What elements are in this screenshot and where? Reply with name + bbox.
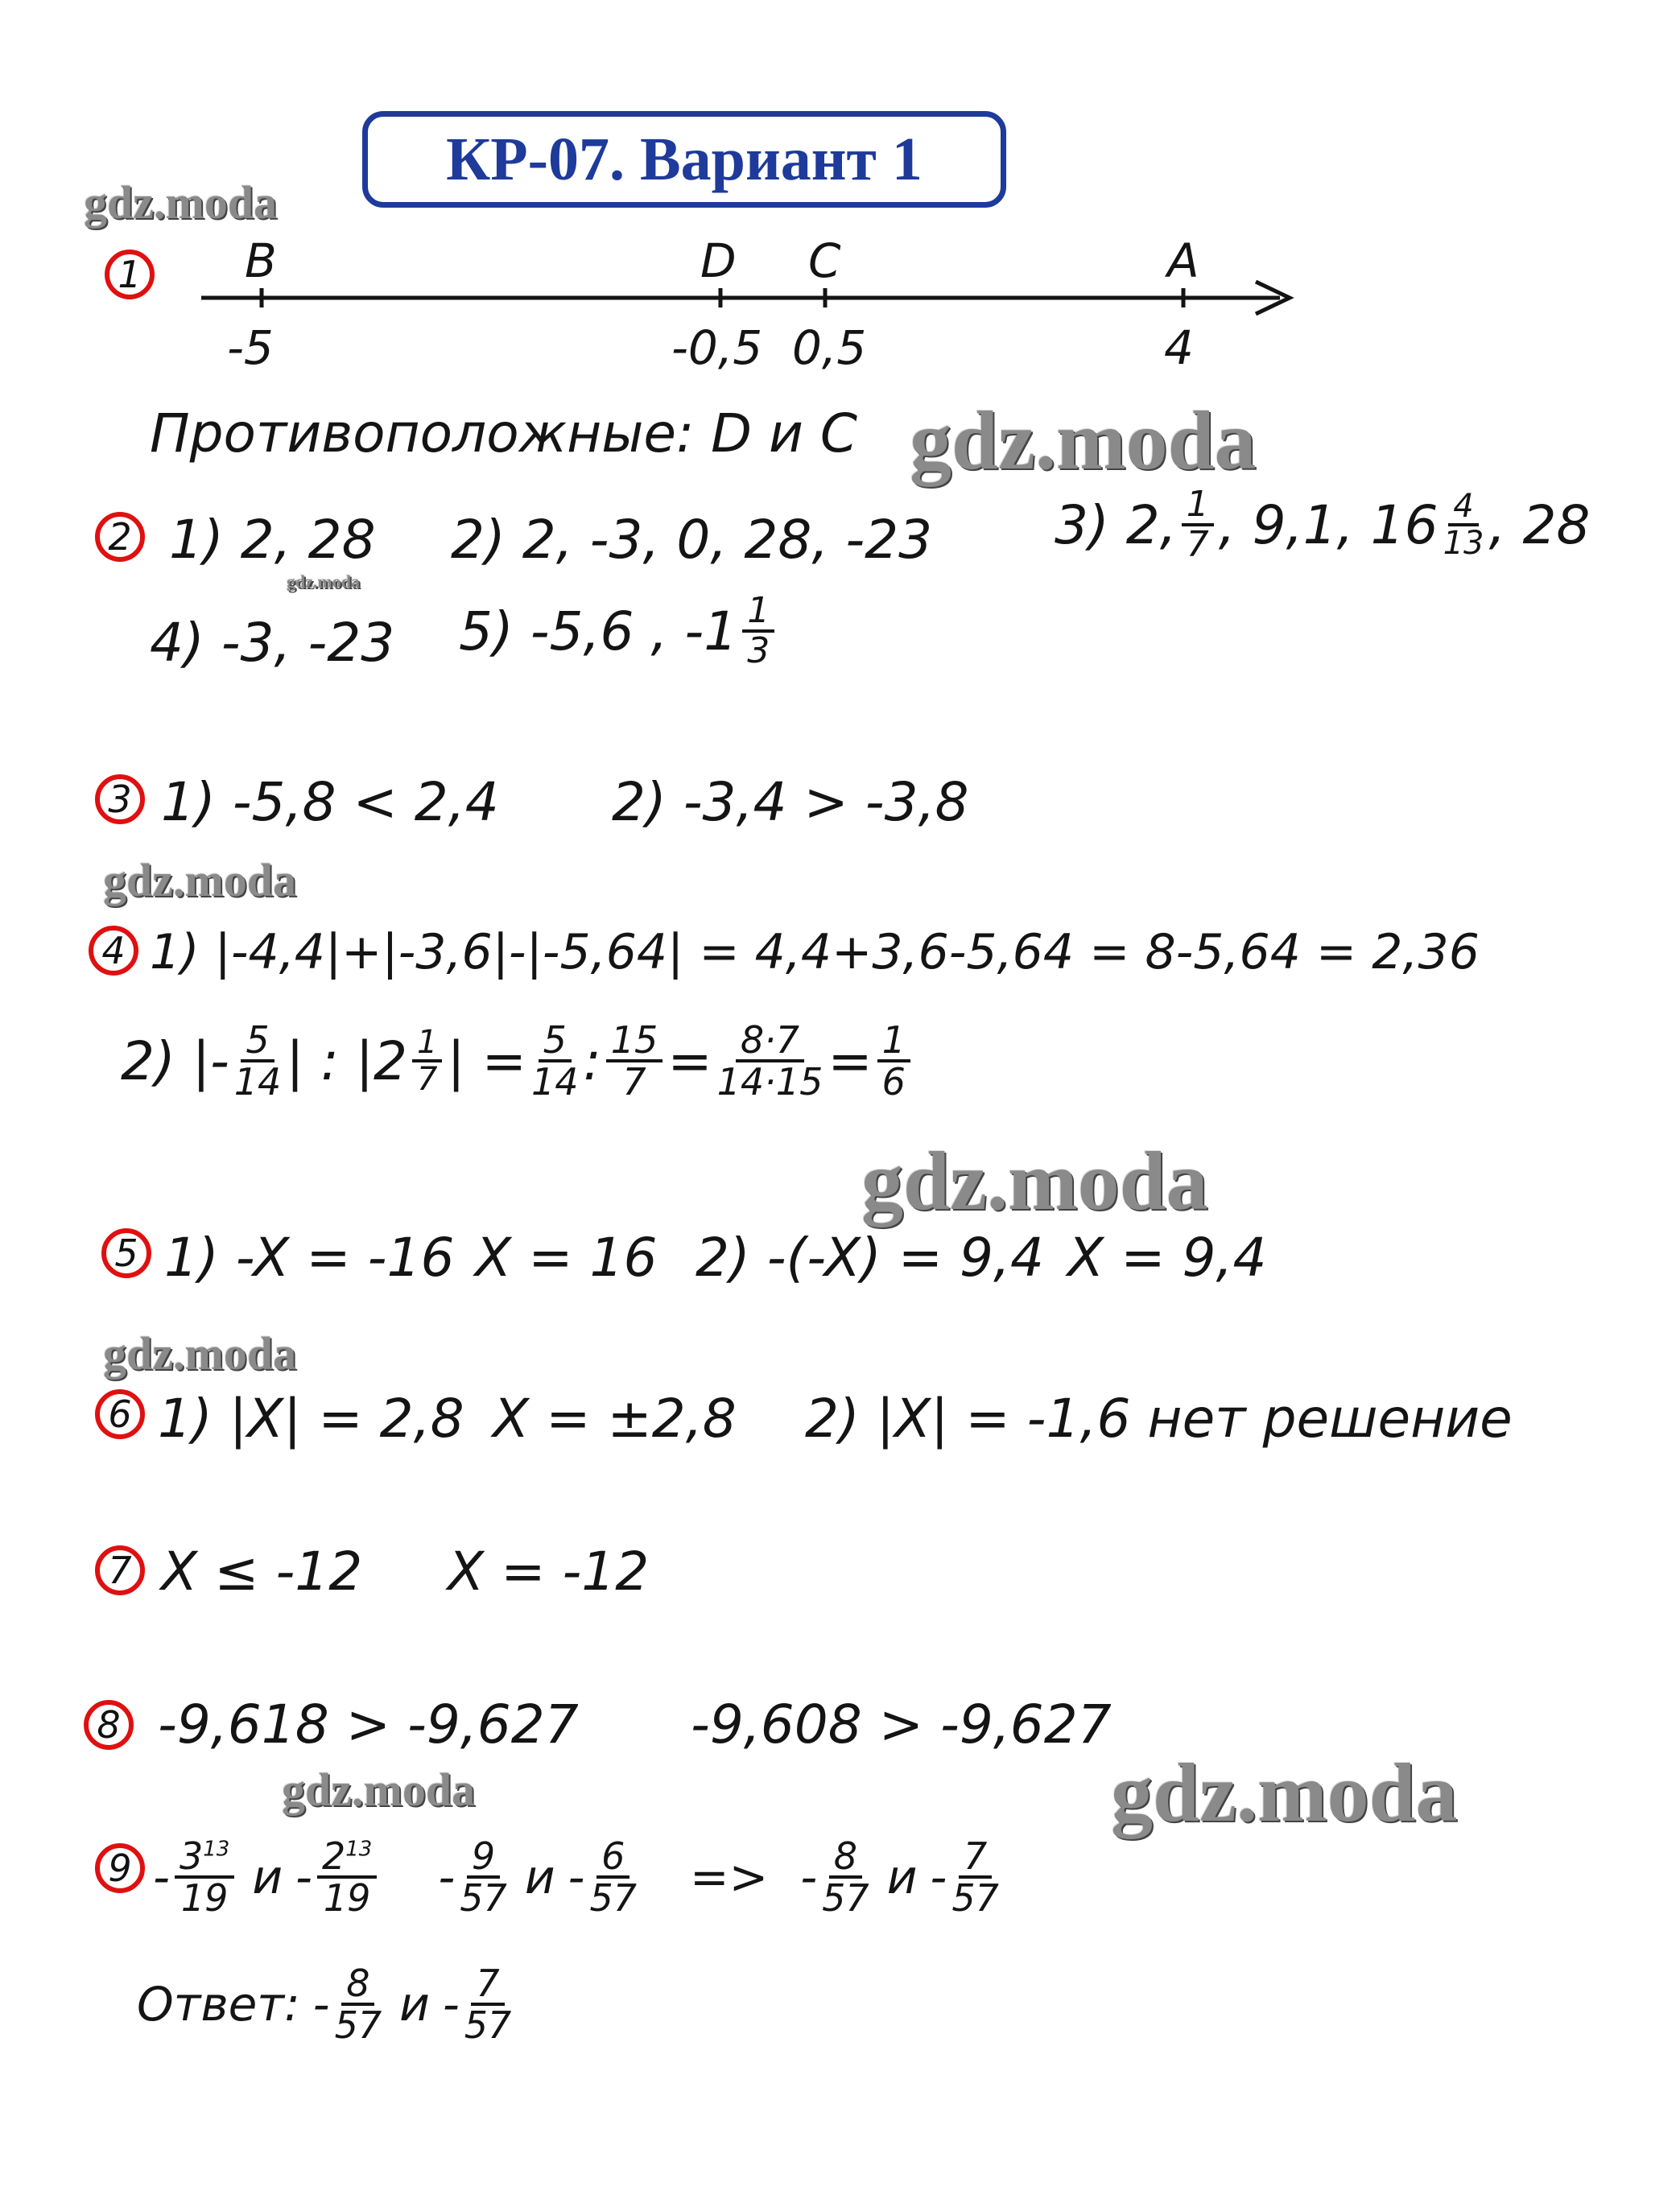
text: и — [886, 1850, 918, 1905]
point-value: -5 — [227, 320, 274, 375]
task-number-9: 9 — [95, 1843, 145, 1893]
denominator: 57 — [460, 1876, 507, 1921]
denominator: 57 — [951, 1876, 999, 1921]
text: - — [295, 1850, 312, 1905]
text: - — [442, 1977, 460, 2032]
watermark: gdz.moda — [103, 1327, 297, 1380]
denominator: 57 — [464, 2003, 512, 2048]
denominator: 6 — [881, 1060, 906, 1104]
fraction — [460, 1834, 507, 1921]
denominator: 7 — [1186, 524, 1209, 566]
arrow: => — [690, 1850, 769, 1905]
task6-part1-result: X = ±2,8 — [493, 1388, 737, 1450]
numerator: 5 — [241, 1021, 274, 1062]
numerator: 6 — [596, 1837, 629, 1879]
numerator: 9 — [467, 1837, 500, 1879]
watermark: gdz.moda — [282, 1764, 476, 1816]
text: , 9,1, 16 — [1218, 493, 1439, 556]
numerator: 8 — [341, 1964, 374, 2006]
watermark: gdz.moda — [84, 176, 278, 229]
task8-part2: -9,608 > -9,627 — [691, 1694, 1112, 1755]
fraction — [233, 1018, 282, 1104]
fraction — [464, 1962, 512, 2048]
task-number-3: 3 — [95, 774, 145, 824]
numerator — [175, 1834, 234, 1879]
text: 2) |- — [121, 1029, 229, 1092]
text: - — [312, 1977, 330, 2032]
answer-label: Ответ: — [137, 1977, 300, 2032]
denominator: 57 — [822, 1876, 869, 1921]
page-title: КР-07. Вариант 1 — [362, 111, 1006, 208]
text: и — [399, 1977, 430, 2032]
task-number-5: 5 — [101, 1228, 151, 1278]
fraction — [317, 1834, 377, 1921]
task3-part1: 1) -5,8 < 2,4 — [161, 771, 499, 833]
text: 3) 2, — [1055, 493, 1177, 556]
denominator: 13 — [1443, 525, 1484, 563]
fraction — [412, 1024, 442, 1099]
watermark: gdz.moda — [1111, 1747, 1458, 1839]
task2-part3 — [1055, 484, 1591, 566]
numerator: 15 — [606, 1021, 663, 1062]
numerator: 4 — [1448, 489, 1478, 526]
task7-part1: X ≤ -12 — [161, 1541, 363, 1603]
text: = — [667, 1029, 712, 1092]
numerator: 5 — [539, 1021, 572, 1062]
task5-part1: 1) -X = -16 — [164, 1227, 455, 1289]
watermark: gdz.moda — [861, 1135, 1208, 1227]
task-number-7: 7 — [95, 1545, 145, 1595]
task3-part2: 2) -3,4 > -3,8 — [612, 771, 969, 833]
fraction — [742, 592, 774, 670]
text: , 28 — [1488, 493, 1591, 556]
number-line — [193, 274, 1304, 322]
task-number-1: 1 — [105, 250, 155, 299]
task2-part1: 1) 2, 28 — [169, 509, 376, 571]
fraction — [606, 1018, 663, 1104]
text: и — [252, 1850, 283, 1905]
point-value: 4 — [1164, 320, 1194, 375]
task5-part2-result: X = 9,4 — [1067, 1227, 1267, 1289]
task5-part2: 2) -(-X) = 9,4 — [696, 1227, 1044, 1289]
text: - — [800, 1850, 818, 1905]
denominator: 19 — [323, 1876, 371, 1921]
point-label: B — [245, 233, 277, 288]
watermark: gdz.moda — [287, 571, 361, 592]
fraction — [175, 1834, 234, 1921]
point-label: D — [700, 233, 737, 288]
task6-part2: 2) |X| = -1,6 нет решение — [805, 1388, 1513, 1450]
watermark: gdz.moda — [103, 854, 297, 906]
numerator: 8 — [829, 1837, 862, 1879]
denominator: 14 — [233, 1060, 282, 1104]
denominator: 7 — [622, 1060, 646, 1104]
numerator: 1 — [742, 592, 774, 633]
task-number-4: 4 — [89, 926, 138, 976]
text: - — [568, 1850, 585, 1905]
numerator: 1 — [1182, 486, 1214, 526]
point-label: C — [808, 233, 841, 288]
task1-answer: Противоположные: D и C — [150, 402, 857, 464]
superscript: 13 — [345, 1837, 373, 1862]
value: 3 — [179, 1834, 204, 1878]
denominator: 14·15 — [716, 1060, 823, 1104]
text: = — [828, 1029, 873, 1092]
value: 2 — [321, 1834, 346, 1878]
fraction — [877, 1018, 910, 1104]
denominator: 57 — [589, 1876, 637, 1921]
point-value: -0,5 — [671, 320, 763, 375]
numerator: 7 — [959, 1837, 992, 1879]
numerator: 8·7 — [736, 1021, 804, 1062]
denominator: 7 — [417, 1061, 438, 1099]
task5-part1-result: X = 16 — [475, 1227, 658, 1289]
point-value: 0,5 — [792, 320, 867, 375]
task-number-8: 8 — [84, 1700, 134, 1750]
text: | : |2 — [286, 1029, 407, 1092]
fraction — [334, 1962, 382, 2048]
task2-part5 — [459, 592, 779, 670]
fraction — [1182, 484, 1214, 566]
superscript: 13 — [203, 1837, 230, 1862]
task9-line1 — [153, 1834, 1004, 1921]
task-number-2: 2 — [95, 512, 145, 562]
task2-part2: 2) 2, -3, 0, 28, -23 — [451, 509, 933, 571]
task7-part2: X = -12 — [448, 1541, 650, 1603]
numerator — [317, 1834, 377, 1879]
text: и — [524, 1850, 555, 1905]
watermark: gdz.moda — [910, 394, 1257, 487]
text: : — [583, 1029, 601, 1092]
denominator: 57 — [334, 2003, 382, 2048]
text: - — [153, 1850, 170, 1905]
text: - — [930, 1850, 947, 1905]
fraction — [589, 1834, 637, 1921]
task4-part2 — [121, 1018, 915, 1104]
numerator: 1 — [877, 1021, 910, 1062]
task4-part1: 1) |-4,4|+|-3,6|-|-5,64| = 4,4+3,6-5,64 = 8-5,64 = 2,36 — [150, 924, 1480, 980]
text: 5) -5,6 , -1 — [459, 600, 738, 662]
numerator: 1 — [412, 1025, 442, 1062]
fraction — [716, 1018, 823, 1104]
denominator: 19 — [180, 1876, 229, 1921]
task-number-6: 6 — [95, 1389, 145, 1439]
numerator: 7 — [471, 1964, 504, 2006]
task9-answer — [137, 1962, 516, 2048]
task8-part1: -9,618 > -9,627 — [158, 1694, 579, 1755]
task2-part4: 4) -3, -23 — [150, 612, 395, 674]
text: - — [438, 1850, 456, 1905]
fraction — [1443, 488, 1484, 563]
point-label: A — [1167, 233, 1199, 288]
fraction — [951, 1834, 999, 1921]
fraction — [530, 1018, 579, 1104]
text: | = — [447, 1029, 526, 1092]
denominator: 3 — [747, 630, 770, 672]
task6-part1: 1) |X| = 2,8 — [158, 1388, 464, 1450]
fraction — [822, 1834, 869, 1921]
denominator: 14 — [530, 1060, 579, 1104]
